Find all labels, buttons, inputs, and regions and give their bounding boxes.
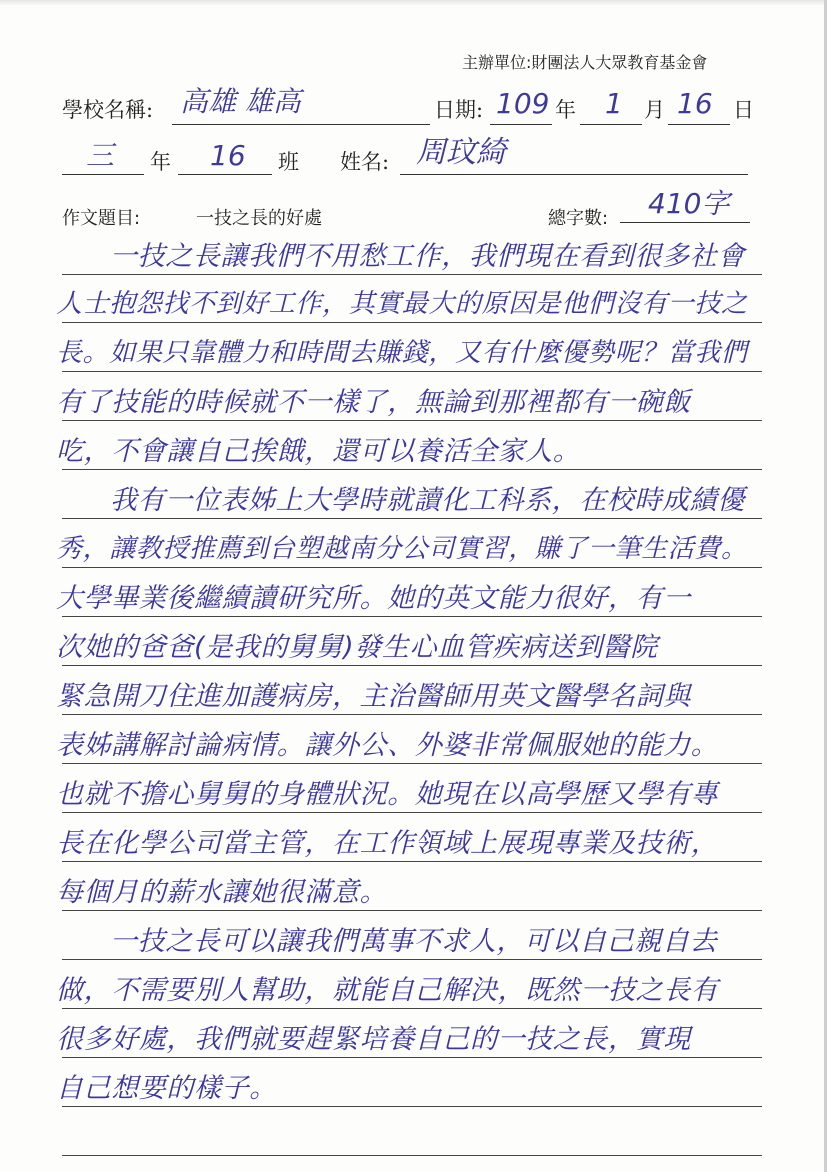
grade-label: 年 xyxy=(150,150,171,174)
ruled-line xyxy=(62,274,762,275)
day-label: 日 xyxy=(733,98,754,122)
essay-line: 吃，不會讓自己挨餓，還可以養活全家人。 xyxy=(56,436,581,467)
ruled-line xyxy=(62,861,762,862)
essay-line: 一技之長可以讓我們萬事不求人，可以自己親自去 xyxy=(110,926,718,957)
ruled-line xyxy=(62,1057,762,1058)
topic-label: 作文題目: xyxy=(62,208,141,229)
name-underline xyxy=(400,174,748,175)
essay-line: 自己想要的樣子。 xyxy=(56,1073,277,1104)
date-month-underline xyxy=(580,124,642,125)
essay-line: 緊急開刀住進加護病房，主治醫師用英文醫學名詞與 xyxy=(56,681,691,712)
school-value: 高雄 雄高 xyxy=(180,85,301,118)
essay-line: 做，不需要別人幫助，就能自己解決，既然一技之長有 xyxy=(56,975,719,1006)
ruled-line xyxy=(62,518,762,519)
essay-line: 次她的爸爸(是我的舅舅)發生心血管疾病送到醫院 xyxy=(56,632,658,663)
organizer-text: 主辦單位:財團法人大眾教育基金會 xyxy=(462,53,708,72)
essay-line: 我有一位表姊上大學時就讀化工科系，在校時成績優 xyxy=(110,485,745,516)
year-label: 年 xyxy=(555,98,576,122)
ruled-line xyxy=(62,420,762,421)
essay-line: 很多好處，我們就要趕緊培養自己的一技之長，實現 xyxy=(56,1024,691,1055)
ruled-line xyxy=(62,1106,762,1107)
scan-top-edge xyxy=(0,0,827,6)
name-value: 周玟綺 xyxy=(416,135,506,170)
grade-value: 三 xyxy=(86,139,115,172)
essay-line: 一技之長讓我們不用愁工作，我們現在看到很多社會 xyxy=(110,241,745,272)
class-value: 16 xyxy=(210,139,246,172)
name-label: 姓名: xyxy=(340,150,390,174)
school-underline xyxy=(172,124,430,125)
school-label: 學校名稱: xyxy=(62,98,154,122)
ruled-line xyxy=(62,371,762,372)
essay-line: 秀，讓教授推薦到台塑越南分公司實習，賺了一筆生活費。 xyxy=(56,534,748,564)
ruled-line xyxy=(62,910,762,911)
date-year-value: 109 xyxy=(496,87,550,120)
essay-line: 有了技能的時候就不一樣了，無論到那裡都有一碗飯 xyxy=(56,387,691,418)
date-day-underline xyxy=(668,124,730,125)
ruled-line xyxy=(62,1155,762,1156)
ruled-line xyxy=(62,714,762,715)
ruled-line xyxy=(62,763,762,764)
essay-line: 表姊講解討論病情。讓外公、外婆非常佩服她的能力。 xyxy=(56,730,719,761)
date-day-value: 16 xyxy=(677,87,713,120)
essay-line: 人士抱怨找不到好工作，其實最大的原因是他們沒有一技之 xyxy=(56,289,748,319)
ruled-line xyxy=(62,469,762,470)
ruled-line xyxy=(62,959,762,960)
month-label: 月 xyxy=(644,98,665,122)
topic-value: 一技之長的好處 xyxy=(196,208,322,229)
ruled-line xyxy=(62,567,762,568)
wordcount-label: 總字數: xyxy=(548,208,609,229)
class-underline xyxy=(178,174,272,175)
essay-line: 也就不擔心舅舅的身體狀況。她現在以高學歷又學有專 xyxy=(56,779,719,810)
ruled-line xyxy=(62,1008,762,1009)
essay-line: 長。如果只靠體力和時間去賺錢，又有什麼優勢呢？當我們 xyxy=(56,338,748,368)
date-year-underline xyxy=(490,124,552,125)
essay-line: 大學畢業後繼續讀研究所。她的英文能力很好，有一 xyxy=(56,583,691,614)
ruled-line xyxy=(62,616,762,617)
grade-underline xyxy=(62,174,144,175)
essay-line: 長在化學公司當主管，在工作領域上展現專業及技術， xyxy=(56,828,719,859)
class-label: 班 xyxy=(278,150,299,174)
ruled-line xyxy=(62,322,762,323)
essay-line: 每個月的薪水讓她很滿意。 xyxy=(56,877,388,908)
wordcount-underline xyxy=(620,222,750,223)
ruled-line xyxy=(62,812,762,813)
date-month-value: 1 xyxy=(605,87,623,120)
wordcount-value: 410字 xyxy=(648,187,730,220)
date-label: 日期: xyxy=(434,98,484,122)
ruled-line xyxy=(62,665,762,666)
